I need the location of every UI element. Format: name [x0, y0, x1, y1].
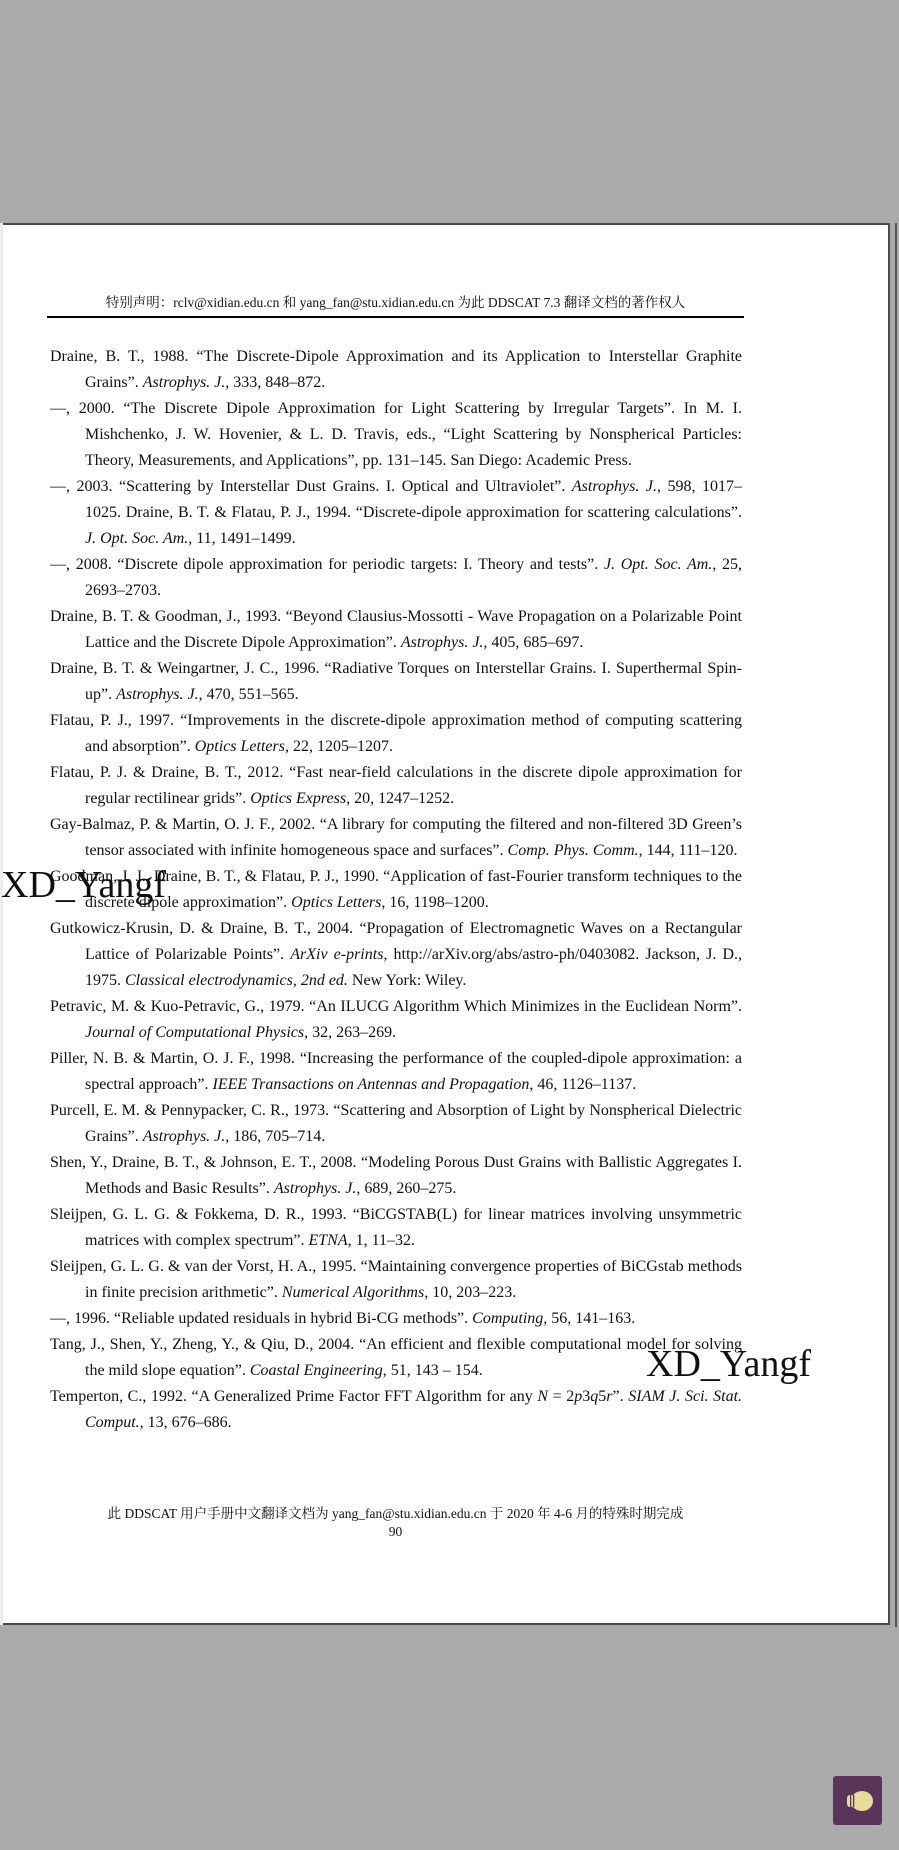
reference-journal: Optics Express: [250, 790, 347, 807]
reference-entry: [50, 1046, 742, 1098]
reference-text: , 470, 551–565.: [198, 686, 299, 703]
reference-text: Petravic, M. & Kuo-Petravic, G., 1979. “An ILUCG Algorithm Which Minimizes in the Euclidean Norm”.: [50, 998, 742, 1015]
footer-notice: 此 DDSCAT 用户手册中文翻译文档为 yang_fan@stu.xidian.edu.cn 于 2020 年 4-6 月的特殊时期完成: [107, 1506, 684, 1521]
reference-text: , 186, 705–714.: [225, 1128, 326, 1145]
reference-entry: [50, 1150, 742, 1202]
reference-journal: Journal of Computational Physics: [85, 1024, 305, 1041]
reference-entry: [50, 1202, 742, 1254]
reference-text: , 16, 1198–1200.: [381, 894, 489, 911]
reference-journal: r: [606, 1388, 613, 1405]
reference-entry: [50, 474, 742, 552]
reference-text: Draine, B. T. & Weingartner, J. C., 1996. “Radiative Torques on Interstellar Grains. I. Superthermal Spin-up”.: [50, 660, 742, 703]
reference-text: , 405, 685–697.: [483, 634, 584, 651]
reference-journal: ArXiv e-prints: [290, 946, 384, 963]
reference-text: Sleijpen, G. L. G. & van der Vorst, H. A., 1995. “Maintaining convergence properties of BiCGstab methods in finite precision arithmetic”.: [50, 1258, 742, 1301]
reference-text: Tang, J., Shen, Y., Zheng, Y., & Qiu, D., 2004. “An efficient and flexible computational model for solving the mild slope equation”.: [50, 1336, 742, 1379]
reference-journal: Astrophys. J.: [400, 634, 484, 651]
reference-entry: [50, 552, 742, 604]
reference-entry: [50, 916, 742, 994]
watermark: XD_Yangf: [646, 1343, 812, 1385]
reference-text: 3: [582, 1388, 591, 1405]
reference-text: , 689, 260–275.: [356, 1180, 457, 1197]
reference-journal: Optics Letters: [291, 894, 382, 911]
reference-text: , http://arXiv.org/abs/astro-ph/0403082. Jackson, J. D., 1975.: [85, 946, 743, 989]
watermark: XD_Yangf: [1, 864, 167, 906]
reference-text: Piller, N. B. & Martin, O. J. F., 1998. “Increasing the performance of the coupled-dipole approximation: a spectral approach”.: [50, 1050, 742, 1093]
reference-text: Draine, B. T. & Goodman, J., 1993. “Beyond Clausius-Mossotti - Wave Propagation on a Polarizable Point Lattice and the Discrete Dipole Approximation”.: [50, 608, 742, 651]
reference-entry: [50, 760, 742, 812]
reference-journal: SIAM J. Sci. Stat. Comput.: [85, 1388, 743, 1431]
reference-text: , 11, 1491–1499.: [188, 530, 296, 547]
scrollbar[interactable]: [895, 223, 897, 1627]
reference-text: , 22, 1205–1207.: [284, 738, 393, 755]
reference-journal: Comp. Phys. Comm.: [507, 842, 639, 859]
reference-text: , 1, 11–32.: [347, 1232, 416, 1249]
reference-journal: p: [574, 1388, 583, 1405]
reference-text: , 32, 263–269.: [304, 1024, 397, 1041]
reference-text: Sleijpen, G. L. G. & Fokkema, D. R., 1993. “BiCGSTAB(L) for linear matrices involving unsymmetric matrices with complex spectrum”.: [50, 1206, 742, 1249]
reference-text: Goodman, J. J., Draine, B. T., & Flatau, P. J., 1990. “Application of fast-Fourier transform techniques to the discrete dipole approximation”.: [50, 868, 742, 911]
page-number: 90: [388, 1524, 403, 1539]
reference-text: , 25, 2693–2703.: [85, 556, 743, 599]
reference-journal: q: [590, 1388, 599, 1405]
reference-journal: Classical electrodynamics, 2nd ed.: [125, 972, 348, 989]
reference-journal: IEEE Transactions on Antennas and Propagation: [212, 1076, 530, 1093]
lightbulb-icon: [841, 1788, 875, 1814]
reference-text: , 598, 1017– 1025. Draine, B. T. & Flatau, P. J., 1994. “Discrete-dipole approximation for scattering calculations”.: [85, 478, 743, 521]
reference-text: , 333, 848–872.: [225, 374, 326, 391]
reference-entry: [50, 1384, 742, 1436]
reference-journal: Computing: [472, 1310, 544, 1327]
reference-journal: Astrophys. J.: [571, 478, 657, 495]
reference-text: Purcell, E. M. & Pennypacker, C. R., 1973. “Scattering and Absorption of Light by Nonspherical Dielectric Grains”.: [50, 1102, 742, 1145]
reference-text: , 56, 141–163.: [543, 1310, 636, 1327]
page-footer: [47, 1505, 744, 1541]
reference-text: Gay-Balmaz, P. & Martin, O. J. F., 2002. “A library for computing the filtered and non-filtered 3D Green’s tensor associated with infinite homogeneous space and surfaces”.: [50, 816, 742, 859]
reference-text: , 144, 111–120.: [638, 842, 738, 859]
reference-journal: Astrophys. J.: [142, 1128, 226, 1145]
reference-text: 5: [598, 1388, 607, 1405]
reference-journal: J. Opt. Soc. Am.: [85, 530, 189, 547]
reference-journal: Optics Letters: [194, 738, 285, 755]
reference-entry: [50, 812, 742, 864]
reference-entry: [50, 396, 742, 474]
reference-journal: J. Opt. Soc. Am.: [603, 556, 713, 573]
reference-entry: [50, 604, 742, 656]
reference-journal: ETNA: [308, 1232, 348, 1249]
assistant-button[interactable]: [833, 1776, 882, 1825]
reference-journal: Astrophys. J.: [142, 374, 226, 391]
reference-text: —, 2000. “The Discrete Dipole Approximation for Light Scattering by Irregular Targets”. In M. I. Mishchenko, J. W. Hovenier, & L. D. Travis, eds., “Light Scattering by Nonspherical Particles: Theory, Measurements, and Applications”, pp. 131–145. San Diego: Academic Press.: [50, 400, 742, 469]
reference-entry: [50, 994, 742, 1046]
reference-text: Shen, Y., Draine, B. T., & Johnson, E. T., 2008. “Modeling Porous Dust Grains with Ballistic Aggregates I. Methods and Basic Results”.: [50, 1154, 742, 1197]
reference-journal: Astrophys. J.: [273, 1180, 357, 1197]
reference-entry: [50, 656, 742, 708]
reference-journal: Coastal Engineering: [249, 1362, 383, 1379]
reference-entry: [50, 708, 742, 760]
reference-entry: [50, 1098, 742, 1150]
reference-text: —, 2008. “Discrete dipole approximation for periodic targets: I. Theory and tests”.: [50, 556, 604, 573]
reference-journal: Astrophys. J.: [116, 686, 199, 703]
reference-text: —, 2003. “Scattering by Interstellar Dust Grains. I. Optical and Ultraviolet”.: [50, 478, 572, 495]
reference-text: Temperton, C., 1992. “A Generalized Prime Factor FFT Algorithm for any: [50, 1388, 538, 1405]
reference-journal: N: [537, 1388, 549, 1405]
reference-entry: [50, 1332, 742, 1384]
reference-text: , 20, 1247–1252.: [346, 790, 455, 807]
reference-entry: [50, 1254, 742, 1306]
reference-text: Flatau, P. J., 1997. “Improvements in the discrete-dipole approximation method of computing scattering and absorption”.: [50, 712, 742, 755]
reference-text: = 2: [548, 1388, 575, 1405]
reference-text: Draine, B. T., 1988. “The Discrete-Dipole Approximation and its Application to Interstellar Graphite Grains”.: [50, 348, 742, 391]
reference-text: Flatau, P. J. & Draine, B. T., 2012. “Fast near-field calculations in the discrete dipole approximation for regular rectilinear grids”.: [50, 764, 742, 807]
reference-text: , 46, 1126–1137.: [529, 1076, 637, 1093]
reference-entry: [50, 344, 742, 396]
reference-text: —, 1996. “Reliable updated residuals in hybrid Bi-CG methods”.: [50, 1310, 473, 1327]
reference-text: New York: Wiley.: [347, 972, 467, 989]
reference-text: , 13, 676–686.: [139, 1414, 232, 1431]
reference-text: , 10, 203–223.: [424, 1284, 517, 1301]
reference-text: Gutkowicz-Krusin, D. & Draine, B. T., 2004. “Propagation of Electromagnetic Waves on a Rectangular Lattice of Polarizable Points”.: [50, 920, 742, 963]
page-header: 特别声明：rclv@xidian.edu.cn 和 yang_fan@stu.xidian.edu.cn 为此 DDSCAT 7.3 翻译文档的著作权人: [47, 293, 744, 318]
reference-entry: [50, 1306, 742, 1332]
reference-text: , 51, 143 – 154.: [382, 1362, 483, 1379]
reference-journal: Numerical Algorithms: [281, 1284, 425, 1301]
reference-text: ”.: [612, 1388, 629, 1405]
